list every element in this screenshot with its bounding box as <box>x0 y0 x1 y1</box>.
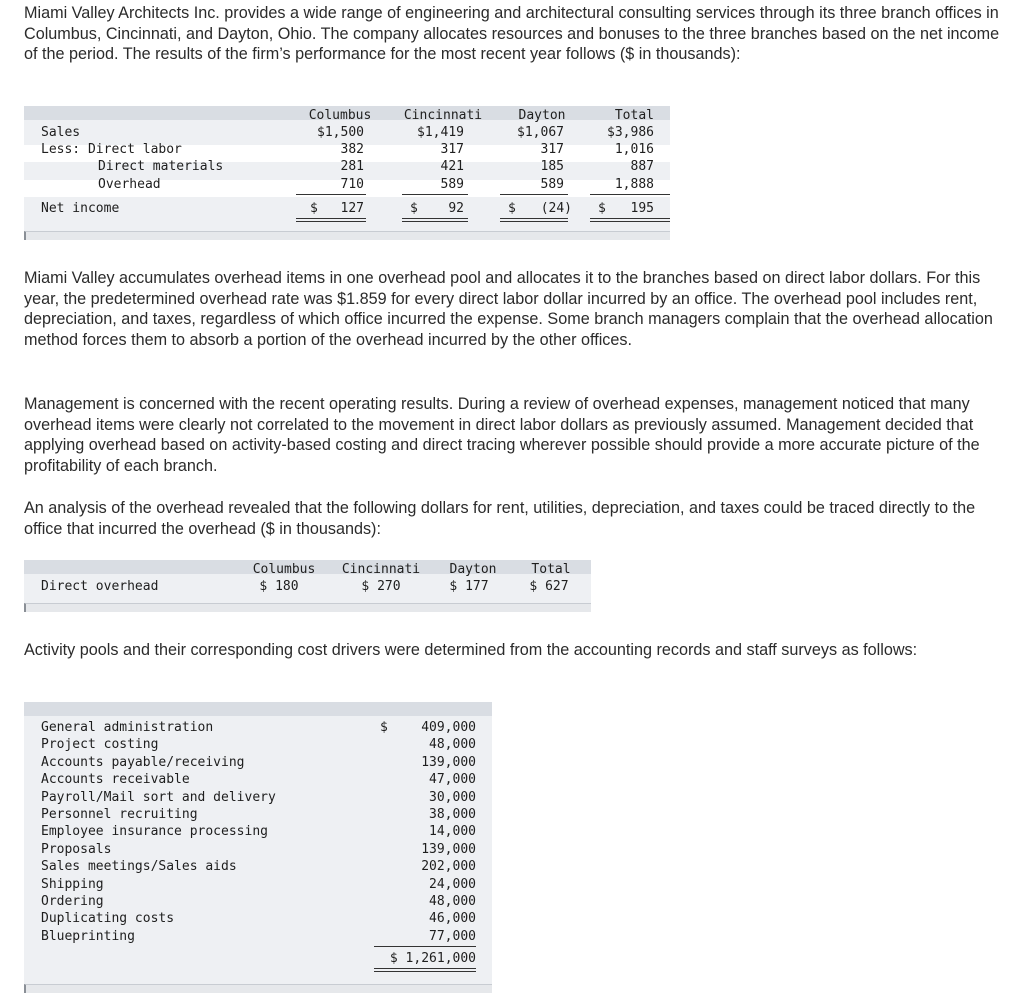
activity-pools-table <box>24 702 492 993</box>
subtotal-rule <box>402 194 468 195</box>
cell-overhead-total: 1,888 <box>614 177 654 192</box>
table-footer-band <box>24 603 591 612</box>
cell-direct-total: $ 627 <box>529 579 569 594</box>
net-income-currency: $ <box>508 201 516 216</box>
row-label-direct-labor: Less: Direct labor <box>41 142 182 157</box>
activity-value: 30,000 <box>429 789 476 805</box>
activity-label: Employee insurance processing <box>41 824 268 840</box>
activity-value: 38,000 <box>429 807 476 822</box>
total-double-rule <box>374 968 476 972</box>
cell-direct-dayton: $ 177 <box>449 579 489 594</box>
activity-value: 48,000 <box>429 894 476 909</box>
income-statement-table <box>24 106 670 240</box>
activity-label: Project costing <box>41 737 159 753</box>
cell-overhead-columbus: 710 <box>340 177 364 192</box>
cell-net-dayton: (24) <box>540 201 572 216</box>
activity-value: 46,000 <box>429 911 476 927</box>
subtotal-rule <box>590 194 670 195</box>
activity-paragraph: Activity pools and their corresponding cost drivers were determined from the accounting records and staff surveys as follows: <box>24 641 918 659</box>
total-double-rule <box>500 218 568 222</box>
cell-labor-total: 1,016 <box>614 142 654 157</box>
col-header-dayton: Dayton <box>518 108 566 123</box>
net-income-currency: $ <box>310 201 318 216</box>
cell-sales-total: $3,986 <box>607 125 654 140</box>
row-label-overhead: Overhead <box>98 177 161 192</box>
activity-value: 139,000 <box>421 754 476 770</box>
activity-value: 24,000 <box>429 876 476 892</box>
cell-materials-cincinnati: 421 <box>440 159 464 174</box>
activity-label: Ordering <box>41 894 104 909</box>
col-header-cincinnati: Cincinnati <box>341 562 421 577</box>
activity-value: 47,000 <box>429 772 476 788</box>
cell-net-total: 195 <box>630 201 654 216</box>
cell-direct-cincinnati: $ 270 <box>361 579 401 594</box>
management-paragraph: Management is concerned with the recent operating results. During a review of overhead expenses, management noticed that many overhead items were clearly not correlated to the movement in direct labor dollars as previously assumed. Management decided that applying overhead based on activity-based costing and direct tracing wherever possible should provide a more accurate picture of the profitability of each branch. <box>24 395 980 475</box>
total-double-rule <box>590 218 670 222</box>
cell-net-columbus: 127 <box>340 201 364 216</box>
row-label-sales: Sales <box>41 125 81 140</box>
subtotal-rule <box>500 194 568 195</box>
activity-label: Proposals <box>41 841 112 857</box>
activity-label: Shipping <box>41 876 104 892</box>
table-footer-band <box>24 984 492 993</box>
net-income-currency: $ <box>598 201 606 216</box>
row-label-direct-overhead: Direct overhead <box>41 579 159 594</box>
col-header-columbus: Columbus <box>252 562 316 577</box>
col-header-total: Total <box>531 562 571 577</box>
cell-labor-dayton: 317 <box>540 142 564 157</box>
table-header-band <box>24 702 492 716</box>
total-double-rule <box>402 218 468 222</box>
overhead-pool-paragraph: Miami Valley accumulates overhead items in one overhead pool and allocates it to the branches based on direct labor dollars. For this year, the predetermined overhead rate was $1.859 for every direct labor dollar incurred by an office. The overhead pool includes rent, depreciation, and taxes, regardless of which office incurred the expense. Some branch managers complain that the overhead allocation method forces them to absorb a portion of the overhead incurred by the other offices. <box>24 269 993 349</box>
activity-value: 202,000 <box>421 859 476 875</box>
cell-sales-columbus: $1,500 <box>317 125 364 140</box>
net-income-currency: $ <box>410 201 418 216</box>
col-header-total: Total <box>614 108 654 123</box>
cell-overhead-dayton: 589 <box>540 177 564 192</box>
intro-paragraph: Miami Valley Architects Inc. provides a wide range of engineering and architectural consulting services through its three branch offices in Columbus, Cincinnati, and Dayton, Ohio. The company allocates resources and bonuses to the three branches based on the net income of the period. The results of the firm’s performance for the most recent year follows ($ in thousands): <box>24 4 1000 64</box>
row-label-net-income: Net income <box>41 201 120 216</box>
activity-currency: $ <box>380 720 388 735</box>
activity-label: Payroll/Mail sort and delivery <box>41 789 276 805</box>
col-header-dayton: Dayton <box>449 562 497 577</box>
cell-sales-cincinnati: $1,419 <box>417 125 464 140</box>
cell-materials-total: 887 <box>630 159 654 174</box>
subtotal-rule <box>296 194 366 195</box>
cell-labor-columbus: 382 <box>340 142 364 157</box>
activity-value: 409,000 <box>421 720 476 735</box>
cell-direct-columbus: $ 180 <box>259 579 299 594</box>
cell-materials-dayton: 185 <box>540 159 564 174</box>
col-header-columbus: Columbus <box>308 108 372 123</box>
col-header-cincinnati: Cincinnati <box>403 108 483 123</box>
activity-value: 48,000 <box>429 737 476 753</box>
activity-label: Duplicating costs <box>41 911 175 927</box>
total-double-rule <box>296 218 366 222</box>
activity-label: Personnel recruiting <box>41 807 198 822</box>
row-label-direct-materials: Direct materials <box>98 159 224 174</box>
cell-net-cincinnati: 92 <box>448 201 464 216</box>
cell-labor-cincinnati: 317 <box>440 142 464 157</box>
activity-label: Accounts receivable <box>41 772 190 788</box>
activity-value: 14,000 <box>429 824 476 840</box>
cell-materials-columbus: 281 <box>340 159 364 174</box>
subtotal-rule <box>374 946 476 947</box>
activity-total: $ 1,261,000 <box>389 951 476 966</box>
activity-value: 77,000 <box>429 928 476 944</box>
analysis-paragraph: An analysis of the overhead revealed that the following dollars for rent, utilities, depreciation, and taxes could be traced directly to the office that incurred the overhead ($ in thousands): <box>24 499 976 538</box>
activity-value: 139,000 <box>421 841 476 857</box>
activity-label: Sales meetings/Sales aids <box>41 859 237 875</box>
activity-label: Accounts payable/receiving <box>41 754 245 770</box>
cell-overhead-cincinnati: 589 <box>440 177 464 192</box>
activity-label: Blueprinting <box>41 928 135 944</box>
table-footer-band <box>24 231 670 240</box>
activity-label: General administration <box>41 720 214 735</box>
cell-sales-dayton: $1,067 <box>517 125 564 140</box>
direct-overhead-table <box>24 560 591 612</box>
